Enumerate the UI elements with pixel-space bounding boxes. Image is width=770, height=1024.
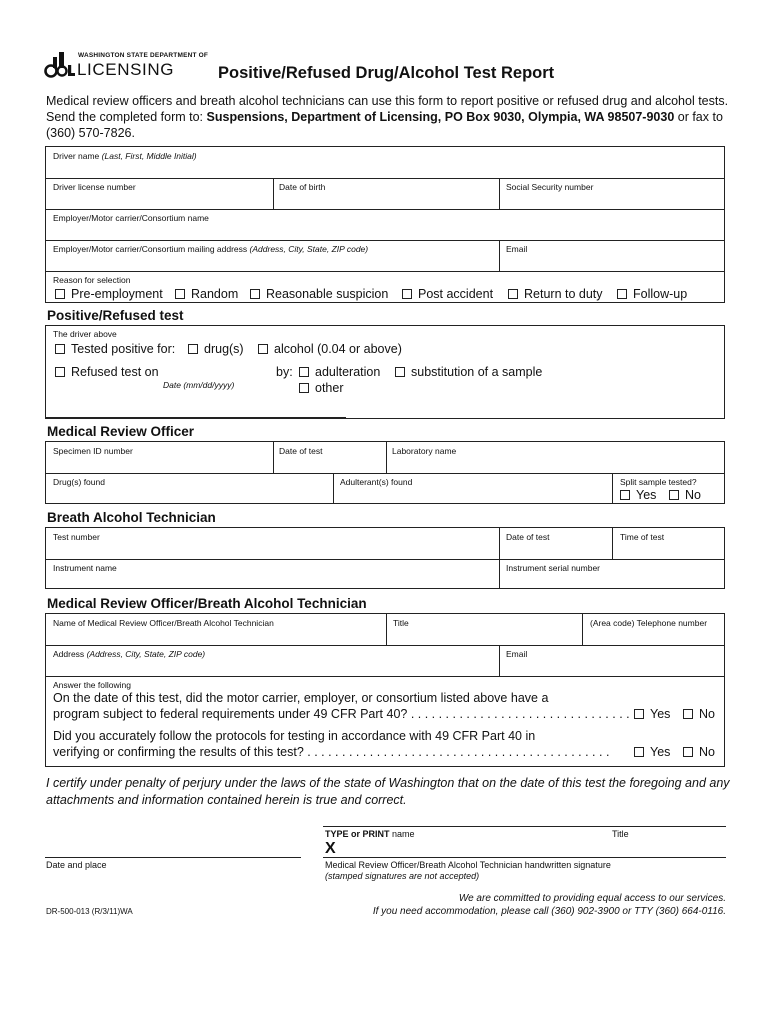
date-of-birth-label: Date of birth [279, 182, 326, 192]
mro-bat-heading: Medical Review Officer/Breath Alcohol Technician [47, 596, 367, 611]
checkbox-q1-no[interactable] [683, 709, 693, 719]
reason-follow-up[interactable]: Follow-up [617, 287, 687, 301]
reason-return-to-duty[interactable]: Return to duty [508, 287, 603, 301]
tested-positive-option[interactable]: Tested positive for: [55, 342, 175, 356]
mro-bat-title-label: Title [393, 618, 409, 628]
checkbox-alcohol[interactable] [258, 344, 268, 354]
q2-no-option[interactable]: No [683, 745, 715, 759]
instrument-serial-label: Instrument serial number [506, 563, 601, 573]
adulteration-option[interactable]: adulteration [299, 365, 380, 379]
checkbox-pre-employment[interactable] [55, 289, 65, 299]
checkbox-q2-yes[interactable] [634, 747, 644, 757]
driver-above-label: The driver above [53, 329, 117, 339]
print-name-line[interactable] [323, 826, 726, 827]
q1-no-option[interactable]: No [683, 707, 715, 721]
answer-following-label: Answer the following [53, 680, 131, 690]
bat-section [45, 527, 725, 589]
checkbox-split-no[interactable] [669, 490, 679, 500]
bat-heading: Breath Alcohol Technician [47, 510, 216, 525]
employer-name-label: Employer/Motor carrier/Consortium name [53, 213, 209, 223]
x-mark: X [325, 840, 336, 857]
type-print-label: TYPE or PRINT name [325, 829, 415, 839]
positive-refused-section [45, 325, 725, 419]
intro-part-1: Medical review officers and breath alcohol technicians can use this form to report positive or refused drug and alcohol tests. Send the completed form to: [46, 94, 729, 124]
checkbox-substitution[interactable] [395, 367, 405, 377]
reason-random[interactable]: Random [175, 287, 238, 301]
checkbox-follow-up[interactable] [617, 289, 627, 299]
date-place-line[interactable] [45, 857, 301, 858]
instrument-name-label: Instrument name [53, 563, 117, 573]
question-2-line-1: Did you accurately follow the protocols for testing in accordance with 49 CFR Part 40 in [53, 729, 536, 743]
date-place-label: Date and place [46, 860, 107, 870]
q1-yes-option[interactable]: Yes [634, 707, 670, 721]
employer-email-label: Email [506, 244, 528, 254]
mro-bat-name-label: Name of Medical Review Officer/Breath Alcohol Technician [53, 618, 274, 628]
driver-name-label: Driver name (Last, First, Middle Initial) [53, 151, 197, 161]
logo-department-text: WASHINGTON STATE DEPARTMENT OF [78, 52, 209, 59]
split-yes-option[interactable]: Yes [620, 488, 656, 502]
accommodation-text: If you need accommodation, please call (360) 902-3900 or TTY (360) 664-0116. [372, 906, 726, 917]
adulterants-found-label: Adulterant(s) found [340, 477, 413, 487]
split-sample-label: Split sample tested? [620, 477, 697, 487]
split-no-option[interactable]: No [669, 488, 701, 502]
refused-date-hint: Date (mm/dd/yyyy) [163, 380, 235, 390]
time-of-test-label: Time of test [620, 532, 665, 542]
signature-line[interactable] [323, 857, 726, 858]
positive-drugs-option[interactable]: drug(s) [188, 342, 244, 356]
checkbox-return-to-duty[interactable] [508, 289, 518, 299]
checkbox-split-yes[interactable] [620, 490, 630, 500]
bat-date-test-label: Date of test [506, 532, 550, 542]
reason-reasonable-suspicion[interactable]: Reasonable suspicion [250, 287, 388, 301]
mro-date-test-label: Date of test [279, 446, 323, 456]
checkbox-adulteration[interactable] [299, 367, 309, 377]
substitution-option[interactable]: substitution of a sample [395, 365, 542, 379]
reason-pre-employment[interactable]: Pre-employment [55, 287, 163, 301]
test-number-label: Test number [53, 532, 100, 542]
signature-title-label: Title [612, 829, 629, 839]
refused-date-line[interactable] [46, 417, 346, 418]
mro-bat-address-label: Address (Address, City, State, ZIP code) [53, 649, 206, 659]
question-2-line-2: verifying or confirming the results of this test? . . . . . . . . . . . . . . . . . . . . . . . . . . . . . . . . . . . . . . . . . . . . [53, 745, 610, 759]
other-option[interactable]: other [299, 381, 344, 395]
refused-test-option[interactable]: Refused test on [55, 365, 159, 379]
reason-post-accident[interactable]: Post accident [402, 287, 493, 301]
by-label: by: [276, 365, 293, 379]
positive-refused-heading: Positive/Refused test [47, 308, 184, 323]
checkbox-post-accident[interactable] [402, 289, 412, 299]
intro-address: Suspensions, Department of Licensing, PO Box 9030, Olympia, WA 98507-9030 [206, 110, 675, 124]
laboratory-name-label: Laboratory name [392, 446, 457, 456]
specimen-id-label: Specimen ID number [53, 446, 133, 456]
checkbox-other[interactable] [299, 383, 309, 393]
page-title: Positive/Refused Drug/Alcohol Test Report [218, 64, 555, 82]
mro-section [45, 441, 725, 504]
signature-label: Medical Review Officer/Breath Alcohol Technician handwritten signature [325, 860, 611, 870]
license-number-label: Driver license number [53, 182, 136, 192]
signature-note: (stamped signatures are not accepted) [325, 871, 480, 881]
mro-bat-email-label: Email [506, 649, 528, 659]
positive-alcohol-option[interactable]: alcohol (0.04 or above) [258, 342, 402, 356]
mro-heading: Medical Review Officer [47, 424, 195, 439]
checkbox-q2-no[interactable] [683, 747, 693, 757]
dol-logo-icon [44, 52, 76, 78]
dol-logo [44, 50, 209, 80]
employer-address-label: Employer/Motor carrier/Consortium mailing address (Address, City, State, ZIP code) [53, 244, 369, 254]
question-1-line-1: On the date of this test, did the motor carrier, employer, or consortium listed above have a [53, 691, 549, 705]
checkbox-drugs[interactable] [188, 344, 198, 354]
logo-licensing-text: LICENSING [77, 60, 175, 79]
checkbox-tested-positive[interactable] [55, 344, 65, 354]
mro-bat-section [45, 613, 725, 767]
checkbox-q1-yes[interactable] [634, 709, 644, 719]
checkbox-refused-test[interactable] [55, 367, 65, 377]
intro-part-2: or fax to (360) 570-7826. [46, 110, 723, 140]
question-1-line-2: program subject to federal requirements under 49 CFR Part 40? . . . . . . . . . . . . . . . . . . . . . . . . . . . . . . . . [53, 707, 630, 721]
intro-text [46, 93, 736, 141]
equal-access-text: We are committed to providing equal access to our services. [458, 893, 726, 904]
reason-label: Reason for selection [53, 275, 131, 285]
certification-text: I certify under penalty of perjury under the laws of the state of Washington that on the date of this test the foregoing and any attachments and information contained herein is true and correct. [46, 776, 730, 807]
q2-yes-option[interactable]: Yes [634, 745, 670, 759]
checkbox-random[interactable] [175, 289, 185, 299]
drugs-found-label: Drug(s) found [53, 477, 105, 487]
checkbox-reasonable-suspicion[interactable] [250, 289, 260, 299]
telephone-label: (Area code) Telephone number [590, 618, 708, 628]
driver-section [45, 146, 725, 303]
ssn-label: Social Security number [506, 182, 594, 192]
form-number: DR-500-013 (R/3/11)WA [46, 907, 133, 916]
